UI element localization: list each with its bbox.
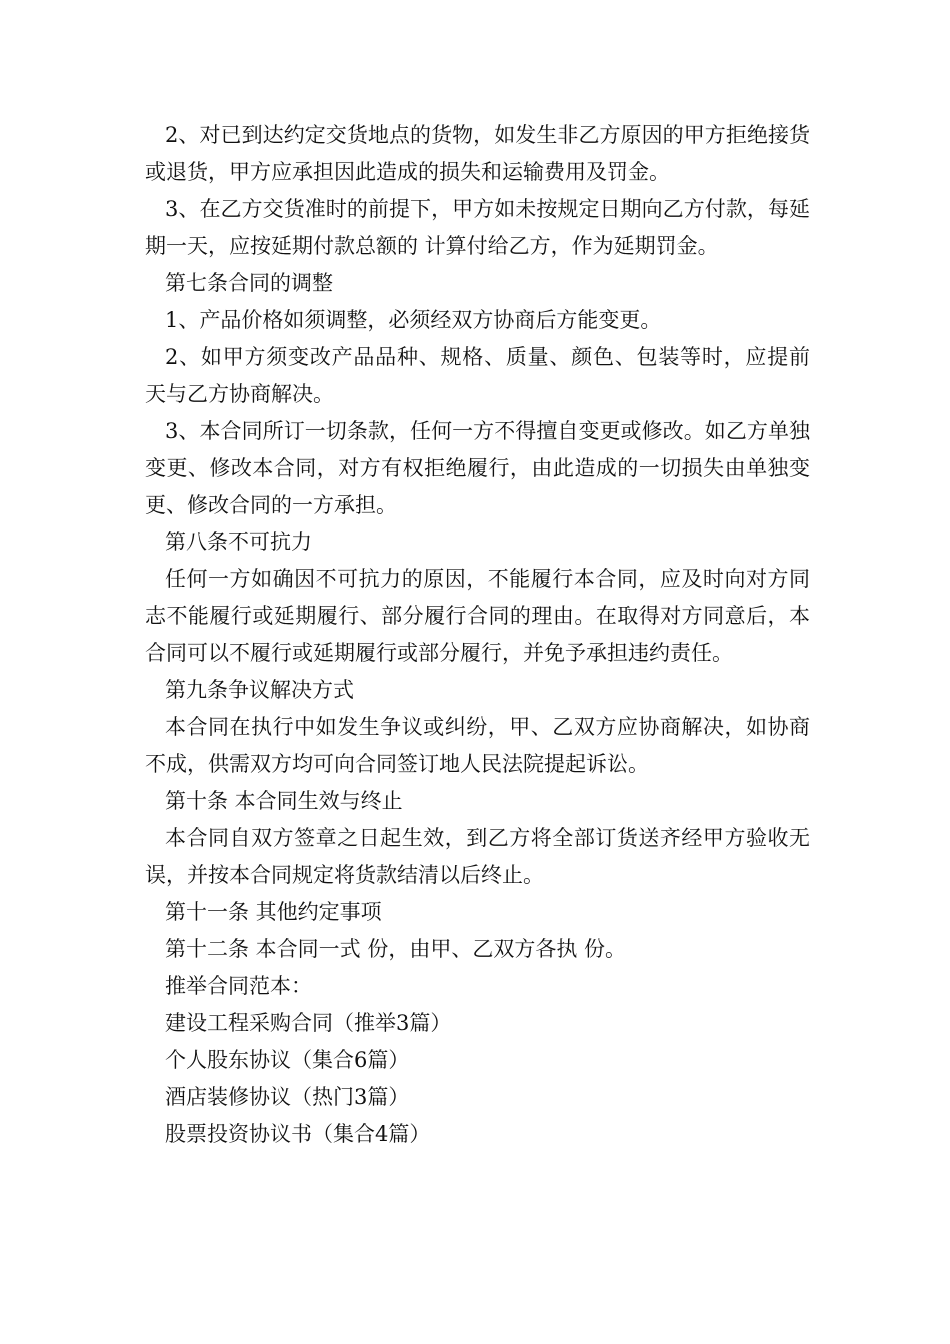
- clause-paragraph: 1、产品价格如须调整，必须经双方协商后方能变更。: [165, 308, 662, 332]
- clause-paragraph: 3、在乙方交货准时的前提下，甲方如未按规定日期向乙方付款，每延期一天，应按延期付款总额的 计算付给乙方，作为延期罚金。: [145, 197, 810, 258]
- article-heading: 第十二条 本合同一式 份，由甲、乙双方各执 份。: [165, 937, 627, 961]
- document-body: [145, 117, 810, 1153]
- clause-paragraph: 2、对已到达约定交货地点的货物，如发生非乙方原因的甲方拒绝接货或退货，甲方应承担因此造成的损失和运输费用及罚金。: [145, 123, 810, 184]
- article-heading: 第十一条 其他约定事项: [165, 900, 382, 924]
- clause-paragraph: 3、本合同所订一切条款，任何一方不得擅自变更或修改。如乙方单独变更、修改本合同，对方有权拒绝履行，由此造成的一切损失由单独变更、修改合同的一方承担。: [145, 419, 810, 517]
- recommended-link[interactable]: 股票投资协议书（集合4篇）: [165, 1122, 431, 1146]
- article-heading: 第十条 本合同生效与终止: [165, 789, 403, 813]
- clause-paragraph: 本合同自双方签章之日起生效，到乙方将全部订货送齐经甲方验收无误，并按本合同规定将货款结清以后终止。: [145, 826, 810, 887]
- article-heading: 第八条不可抗力: [165, 530, 312, 554]
- clause-paragraph: 2、如甲方须变改产品品种、规格、质量、颜色、包装等时，应提前 天与乙方协商解决。: [145, 345, 810, 406]
- recommended-link[interactable]: 建设工程采购合同（推举3篇）: [165, 1011, 452, 1035]
- recommended-link[interactable]: 个人股东协议（集合6篇）: [165, 1048, 410, 1072]
- recommended-heading: 推举合同范本：: [165, 974, 312, 998]
- recommended-link[interactable]: 酒店装修协议（热门3篇）: [165, 1085, 410, 1109]
- clause-paragraph: 本合同在执行中如发生争议或纠纷，甲、乙双方应协商解决，如协商不成，供需双方均可向合同签订地人民法院提起诉讼。: [145, 715, 810, 776]
- clause-paragraph: 任何一方如确因不可抗力的原因，不能履行本合同，应及时向对方同志不能履行或延期履行、部分履行合同的理由。在取得对方同意后，本合同可以不履行或延期履行或部分履行，并免予承担违约责任。: [145, 567, 810, 665]
- article-heading: 第七条合同的调整: [165, 271, 333, 295]
- article-heading: 第九条争议解决方式: [165, 678, 354, 702]
